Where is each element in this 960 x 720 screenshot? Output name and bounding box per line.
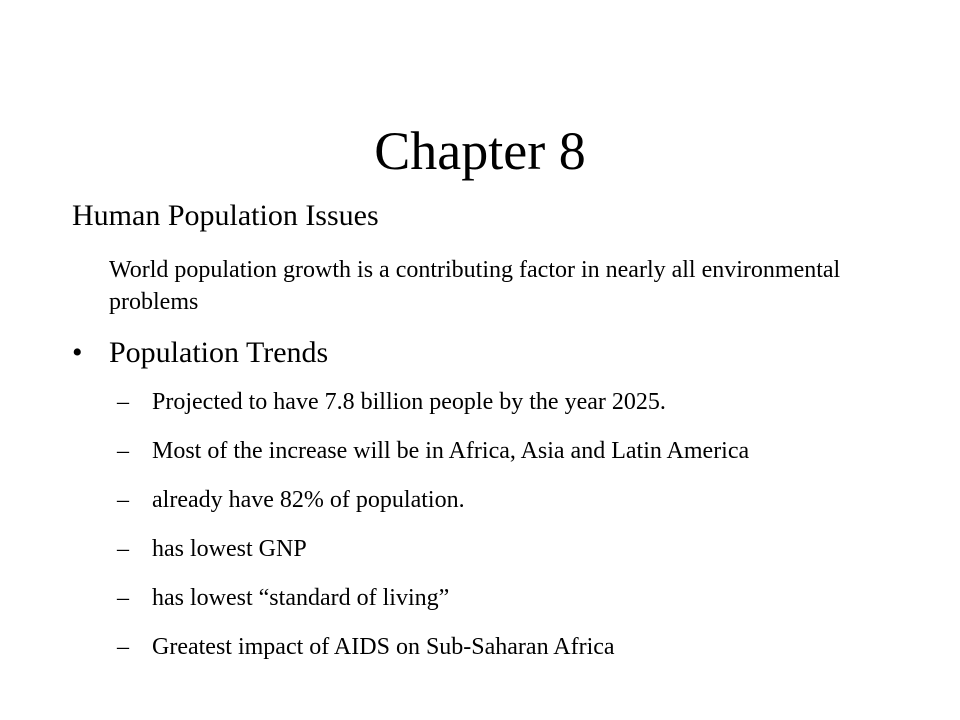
- slide-title: Chapter 8: [374, 121, 586, 181]
- bullet-population-trends: [72, 334, 328, 372]
- slide-heading: Human Population Issues: [72, 199, 379, 232]
- intro-paragraph: World population growth is a contributing factor in nearly all environmental problems: [109, 257, 841, 315]
- sub-bullet-item: [117, 485, 897, 516]
- sub-bullet-item: [117, 387, 897, 418]
- sub-bullet-item: [117, 583, 897, 614]
- sub-bullet-item: [117, 632, 897, 663]
- sub-bullet-item: [117, 436, 897, 467]
- dash-marker: –: [117, 438, 129, 464]
- sub-bullet-text: has lowest “standard of living”: [152, 585, 450, 611]
- sub-bullet-item: [117, 534, 897, 565]
- sub-bullet-text: has lowest GNP: [152, 536, 307, 562]
- sub-bullet-text: already have 82% of population.: [152, 487, 465, 513]
- sub-bullet-text: Projected to have 7.8 billion people by the year 2025.: [152, 389, 666, 415]
- sub-bullet-text: Most of the increase will be in Africa, Asia and Latin America: [152, 438, 750, 464]
- bullet-label: Population Trends: [109, 336, 329, 369]
- sub-bullet-text: Greatest impact of AIDS on Sub-Saharan Africa: [152, 634, 615, 660]
- dash-marker: –: [117, 585, 129, 611]
- dash-marker: –: [117, 536, 129, 562]
- sub-bullet-list: [117, 387, 897, 681]
- bullet-marker: •: [72, 336, 83, 369]
- dash-marker: –: [117, 634, 129, 660]
- dash-marker: –: [117, 389, 129, 415]
- dash-marker: –: [117, 487, 129, 513]
